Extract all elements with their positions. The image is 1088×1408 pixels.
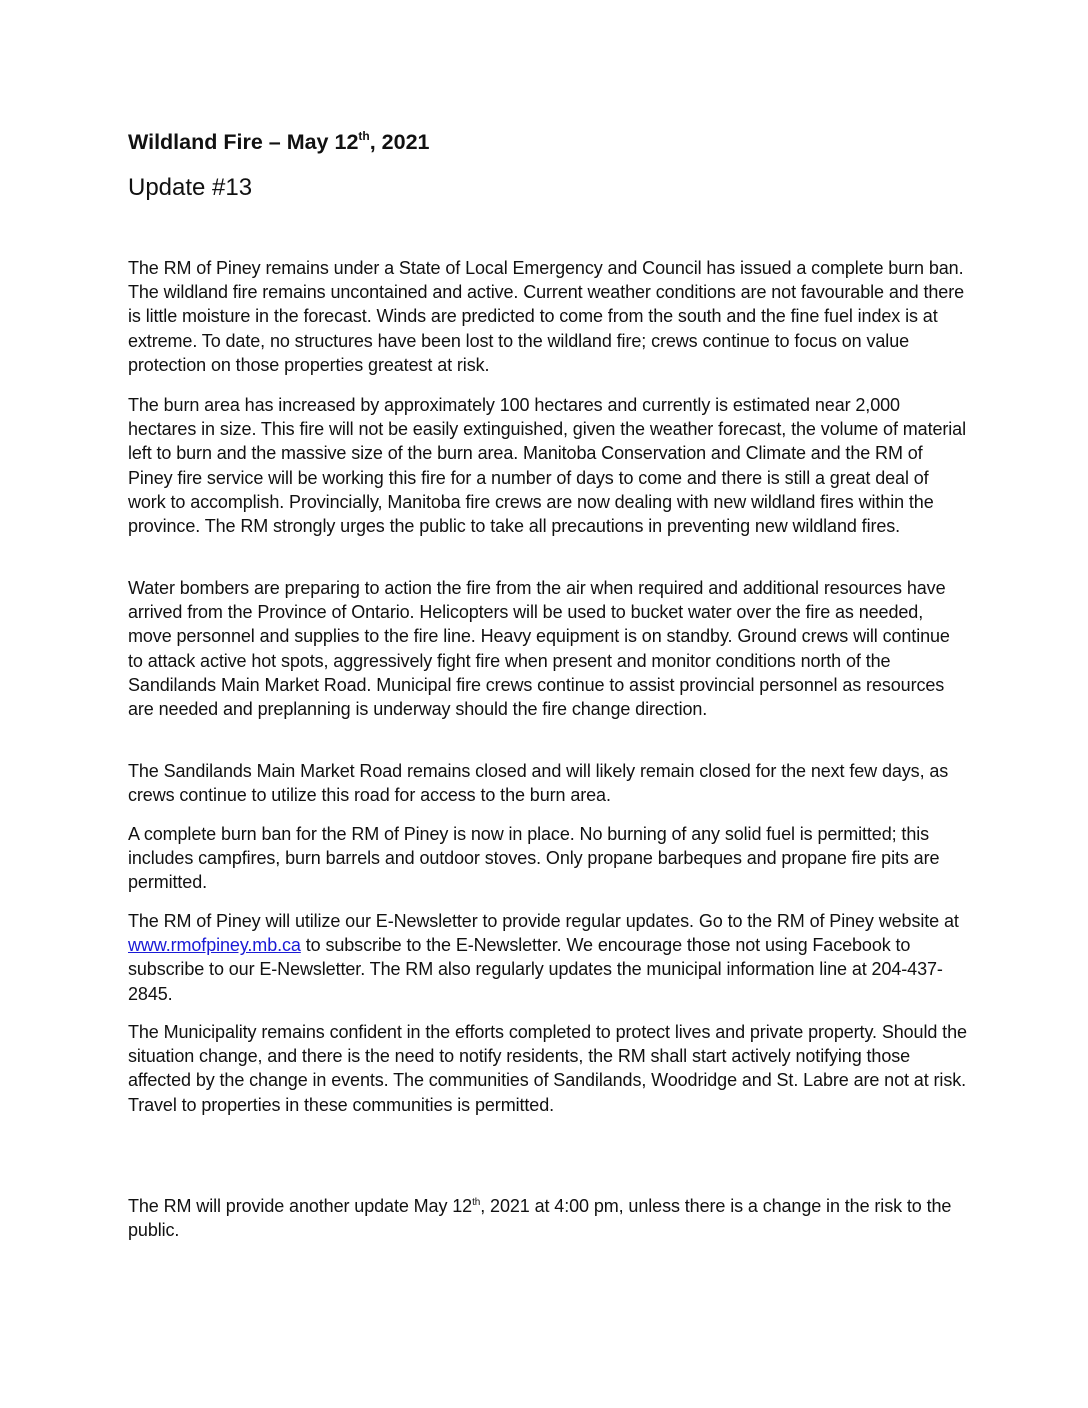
paragraph-e-newsletter — [128, 909, 968, 1006]
next-update-text-after: , 2021 at 4:00 pm, unless there is a change in the risk to the public. — [128, 1196, 952, 1241]
document-title — [128, 128, 430, 156]
title-superscript: th — [358, 128, 370, 143]
next-update-superscript: th — [472, 1197, 481, 1208]
update-number: Update #13 — [128, 174, 253, 201]
paragraph-burn-ban: A complete burn ban for the RM of Piney is now in place. No burning of any solid fuel is permitted; this includes campfires, burn barrels and outdoor stoves. Only propane barbeques and propane fire pits are permitted. — [128, 824, 940, 893]
paragraph-burn-area: The burn area has increased by approximately 100 hectares and currently is estimated near 2,000 hectares in size. This fire will not be easily extinguished, given the weather forecast, the volume of material left to burn and the massive size of the burn area. Manitoba Conservation and Climate and the RM of Piney fire service will be working this fire for a number of days to come and there is still a great deal of work to accomplish. Provincially, Manitoba fire crews are now dealing with new wildland fires within the province. The RM strongly urges the public to take all precautions in preventing new wildland fires. — [128, 395, 966, 537]
newsletter-text-before: The RM of Piney will utilize our E-Newsletter to provide regular updates. Go to the RM of Piney website at — [128, 911, 959, 931]
newsletter-text-after: to subscribe to the E-Newsletter. We encourage those not using Facebook to subscribe to our E-Newsletter. The RM also regularly updates the municipal information line at 204-437-2845. — [128, 935, 943, 1004]
next-update-text-before: The RM will provide another update May 12 — [128, 1196, 473, 1216]
paragraph-state-of-emergency: The RM of Piney remains under a State of Local Emergency and Council has issued a complete burn ban. The wildland fire remains uncontained and active. Current weather conditions are not favourable and there is little moisture in the forecast. Winds are predicted to come from the south and the fine fuel index is at extreme. To date, no structures have been lost to the wildland fire; crews continue to focus on value protection on those properties greatest at risk. — [128, 258, 965, 375]
title-main: Wildland Fire – May 12 — [128, 130, 359, 154]
paragraph-road-closure: The Sandilands Main Market Road remains closed and will likely remain closed for the next few days, as crews continue to utilize this road for access to the burn area. — [128, 761, 949, 806]
title-year: , 2021 — [369, 130, 430, 154]
paragraph-next-update — [128, 1194, 968, 1242]
paragraph-water-bombers: Water bombers are preparing to action the fire from the air when required and additional resources have arrived from the Province of Ontario. Helicopters will be used to bucket water over the fire as needed, move personnel and supplies to the fire line. Heavy equipment is on standby. Ground crews will continue to attack active hot spots, aggressively fight fire when present and monitor conditions north of the Sandilands Main Market Road. Municipal fire crews continue to assist provincial personnel as resources are needed and preplanning is underway should the fire change direction. — [128, 578, 950, 720]
website-link[interactable]: www.rmofpiney.mb.ca — [128, 935, 301, 956]
paragraph-municipality-confidence: The Municipality remains confident in the efforts completed to protect lives and private property. Should the situation change, and there is the need to notify residents, the RM shall start actively notifying those affected by the change in events. The communities of Sandilands, Woodridge and St. Labre are not at risk. Travel to properties in these communities is permitted. — [128, 1022, 967, 1115]
